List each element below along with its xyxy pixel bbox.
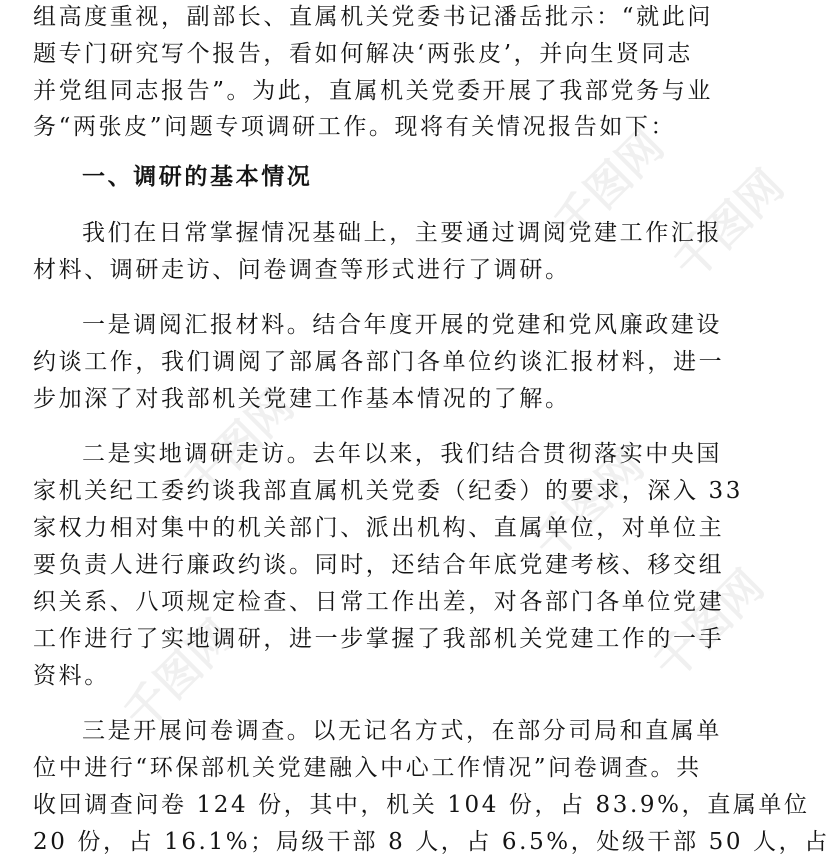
paragraph-line: 收回调查问卷 124 份，其中，机关 104 份，占 83.9%，直属单位 bbox=[33, 792, 810, 818]
watermark: 千图网 bbox=[644, 560, 774, 690]
watermark: 千图网 bbox=[174, 380, 304, 510]
paragraph-line: 二是实地调研走访。去年以来，我们结合贯彻落实中央国 bbox=[82, 441, 722, 467]
watermark: 千图网 bbox=[664, 160, 794, 290]
paragraph-line: 要负责人进行廉政约谈。同时，还结合年底党建考核、移交组 bbox=[33, 552, 725, 578]
paragraph-line: 题专门研究写个报告，看如何解决‘两张皮’，并向生贤同志 bbox=[33, 41, 693, 67]
paragraph-line: 步加深了对我部机关党建工作基本情况的了解。 bbox=[33, 386, 571, 412]
paragraph-line: 三是开展问卷调查。以无记名方式，在部分司局和直属单 bbox=[82, 718, 722, 744]
paragraph-line: 工作进行了实地调研，进一步掌握了我部机关党建工作的一手 bbox=[33, 626, 725, 652]
watermark: 千图网 bbox=[544, 120, 674, 250]
paragraph-line: 材料、调研走访、问卷调查等形式进行了调研。 bbox=[33, 257, 571, 283]
paragraph-line: 织关系、八项规定检查、日常工作出差，对各部门各单位党建 bbox=[33, 589, 725, 615]
paragraph-line: 并党组同志报告”。为此，直属机关党委开展了我部党务与业 bbox=[33, 78, 713, 104]
paragraph-line: 组高度重视，副部长、直属机关党委书记潘岳批示：“就此问 bbox=[33, 4, 713, 30]
paragraph-line: 一是调阅汇报材料。结合年度开展的党建和党风廉政建设 bbox=[82, 312, 722, 338]
paragraph-line: 家机关纪工委约谈我部直属机关党委（纪委）的要求，深入 33 bbox=[33, 478, 743, 504]
paragraph-line: 约谈工作，我们调阅了部属各部门各单位约谈汇报材料，进一 bbox=[33, 349, 725, 375]
watermark: 千图网 bbox=[114, 610, 244, 740]
watermark: 千图网 bbox=[524, 440, 654, 570]
paragraph-line: 资料。 bbox=[33, 663, 110, 689]
paragraph-line: 位中进行“环保部机关党建融入中心工作情况”问卷调查。共 bbox=[33, 755, 702, 781]
paragraph-line: 20 份，占 16.1%；局级干部 8 人，占 6.5%，处级干部 50 人，占 bbox=[33, 829, 830, 855]
paragraph-line: 务“两张皮”问题专项调研工作。现将有关情况报告如下： bbox=[33, 114, 677, 140]
paragraph-line: 家权力相对集中的机关部门、派出机构、直属单位，对单位主 bbox=[33, 515, 725, 541]
paragraph-line: 我们在日常掌握情况基础上，主要通过调阅党建工作汇报 bbox=[82, 220, 722, 246]
section-heading: 一、调研的基本情况 bbox=[82, 164, 313, 190]
